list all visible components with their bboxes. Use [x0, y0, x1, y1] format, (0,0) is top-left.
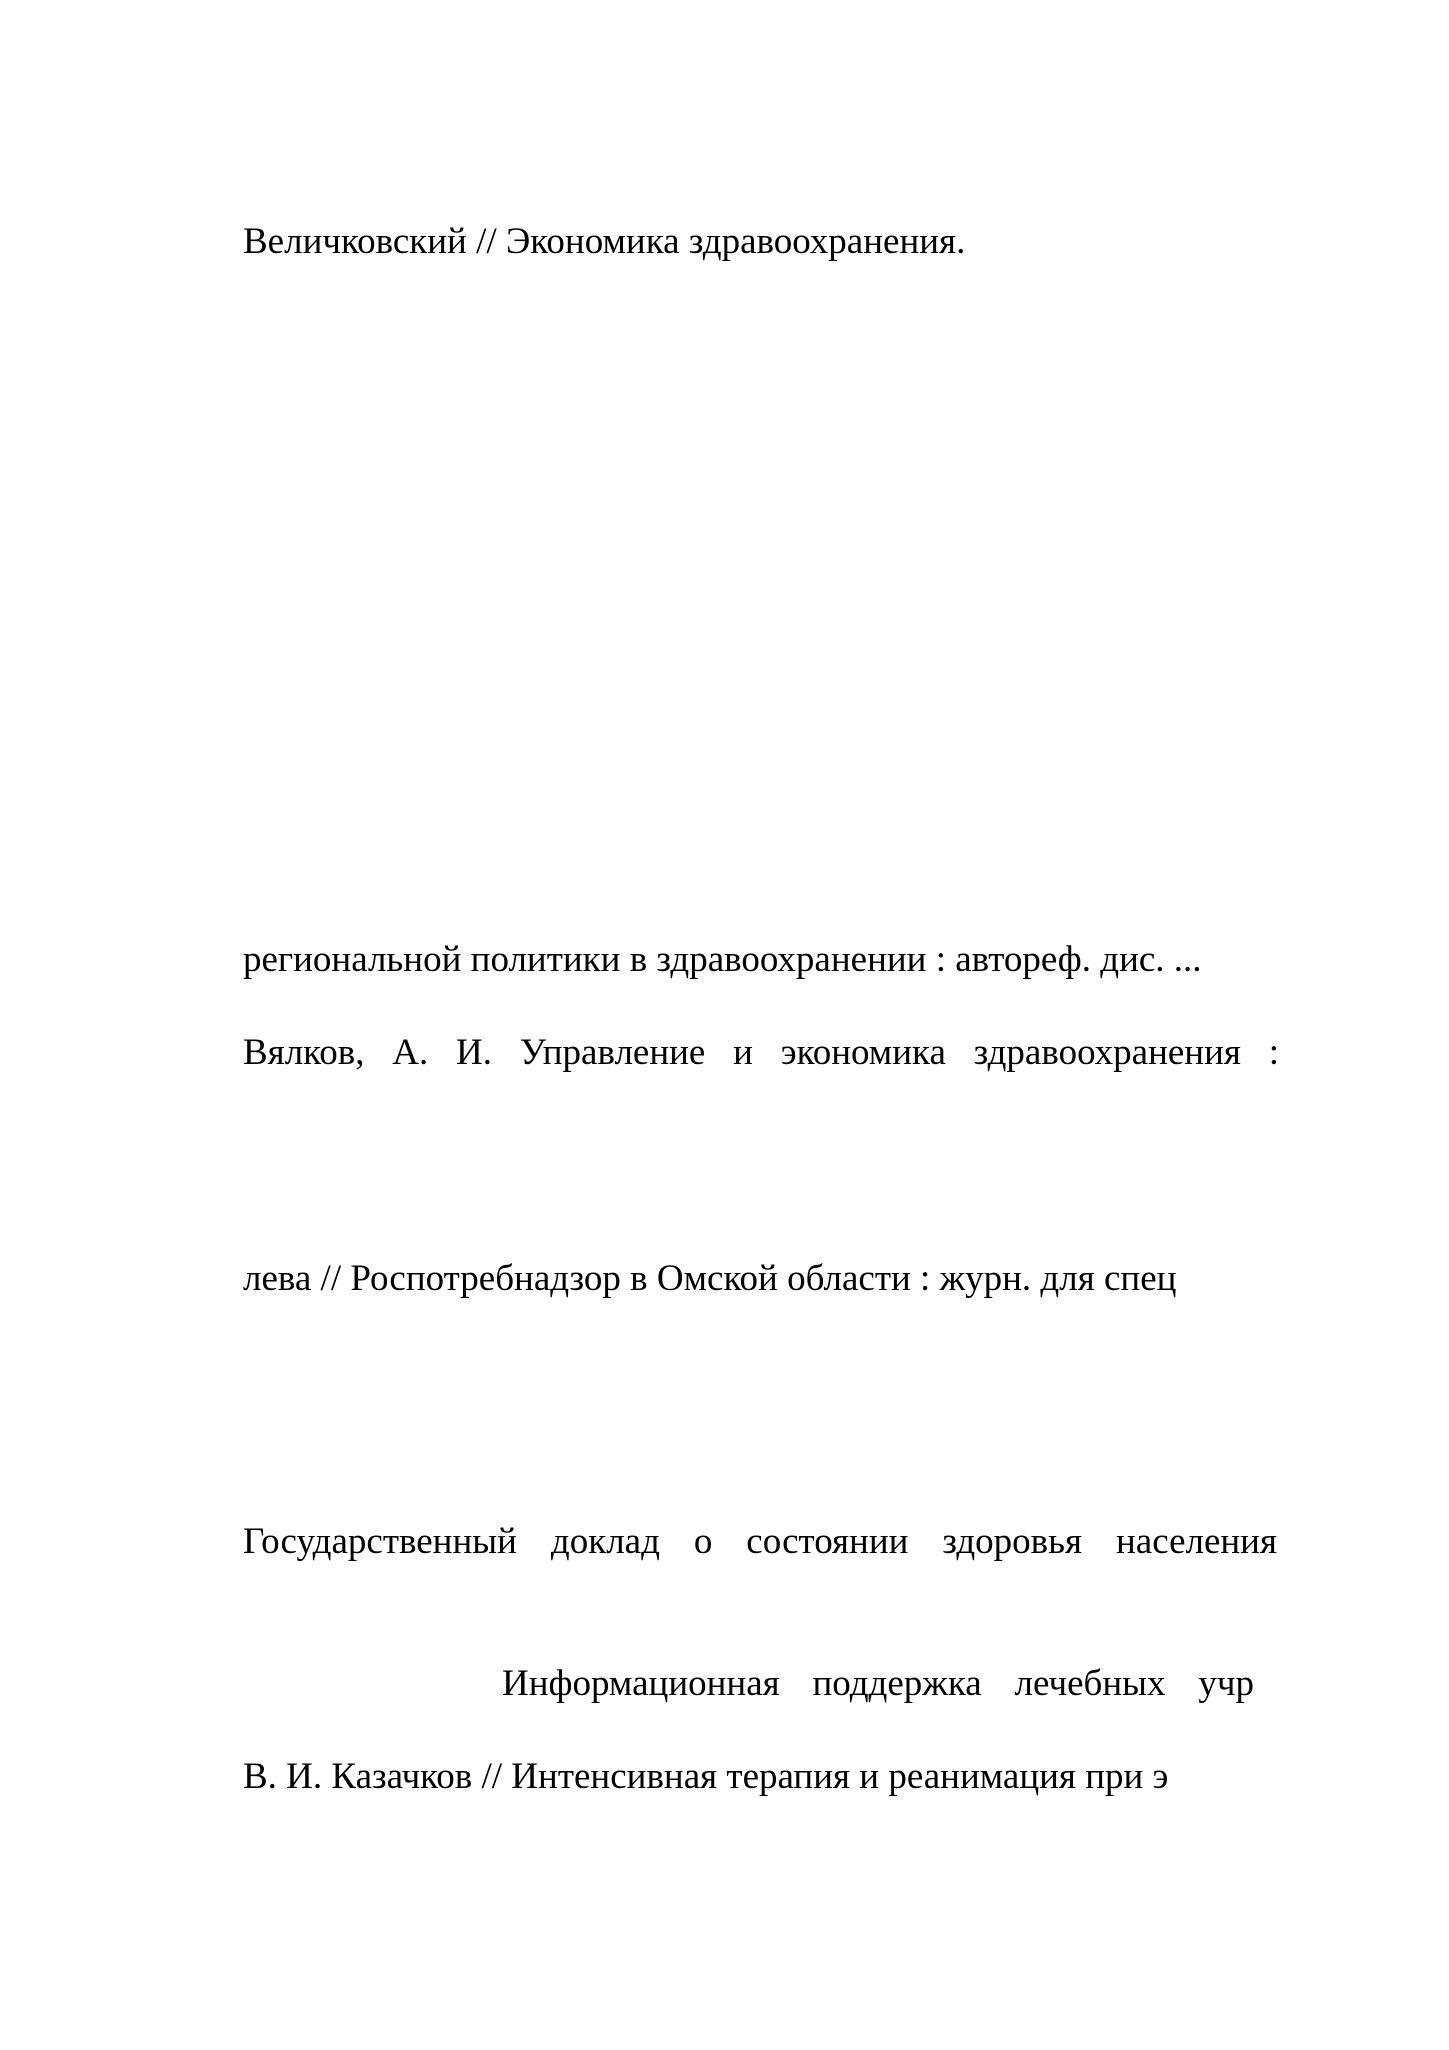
word: экономика: [780, 1032, 946, 1073]
word: состоянии: [746, 1521, 909, 1562]
word: населения: [1115, 1521, 1277, 1562]
word: и: [733, 1032, 753, 1073]
word: Информационная: [502, 1663, 780, 1704]
text-line: [502, 1660, 1254, 1708]
word: Управление: [519, 1032, 706, 1073]
word: учр: [1198, 1663, 1254, 1704]
word: о: [693, 1521, 713, 1562]
word: здравоохранения: [973, 1032, 1241, 1073]
word: :: [1268, 1032, 1279, 1073]
text-line: региональной политики в здравоохранении : автореф. дис. ...: [243, 939, 1202, 980]
text-line: Величковский // Экономика здравоохранения.: [243, 221, 966, 262]
word: доклад: [550, 1521, 660, 1562]
word: А.: [392, 1032, 429, 1073]
text-line: [243, 1518, 1277, 1566]
word: Вялков,: [243, 1032, 365, 1073]
word: И.: [456, 1032, 493, 1073]
text-line: В. И. Казачков // Интенсивная терапия и реанимация при э: [243, 1756, 1169, 1797]
word: поддержка: [812, 1663, 982, 1704]
text-line: лева // Роспотребнадзор в Омской области : журн. для спец: [243, 1258, 1177, 1299]
word: Государственный: [243, 1521, 517, 1562]
text-line: [243, 1029, 1279, 1077]
word: здоровья: [942, 1521, 1083, 1562]
word: лечебных: [1014, 1663, 1166, 1704]
